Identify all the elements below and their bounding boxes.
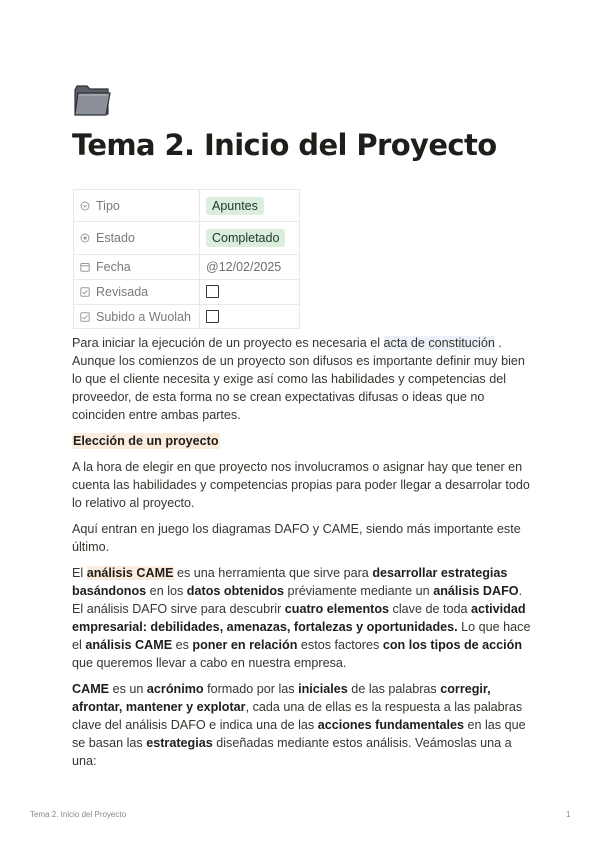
page-content	[72, 334, 532, 778]
bold-run: datos obtenidos	[186, 584, 285, 598]
paragraph-came-acronimo	[72, 680, 532, 770]
text-run: . El análisis DAFO sirve para descubrir	[72, 584, 523, 616]
text-run: es una herramienta que sirve para	[173, 566, 373, 580]
select-icon	[80, 201, 90, 211]
text-run: , cada una de ellas es la respuesta a las palabras clave del análisis DAFO e indica una de las	[72, 700, 523, 732]
property-key	[74, 305, 200, 329]
folder-icon	[72, 78, 114, 120]
paragraph-elegir: A la hora de elegir en que proyecto nos involucramos o asignar hay que tener en cuenta las habilidades y competencias propias para poder llegar a desarrolar todo lo relativo al proyecto.	[72, 460, 530, 510]
bold-run: poner en relación	[192, 638, 298, 652]
text-run: en los	[146, 584, 187, 598]
property-label: Fecha	[96, 260, 131, 274]
bold-run: corregir, afrontar, mantener y explotar	[72, 682, 491, 714]
heading-eleccion	[72, 432, 532, 450]
property-label: Estado	[96, 231, 135, 245]
property-key	[74, 280, 200, 305]
text-run: .	[494, 336, 502, 350]
checkbox-icon	[80, 287, 90, 297]
properties-table	[73, 189, 300, 329]
property-label: Tipo	[96, 198, 120, 213]
text-run: clave de toda	[389, 602, 471, 616]
property-value[interactable]	[200, 280, 300, 305]
calendar-icon	[80, 262, 90, 272]
status-icon	[80, 233, 90, 243]
text-run: en las que se basan las	[72, 718, 526, 750]
bold-run: acciones fundamentales	[317, 718, 464, 732]
text-run: es un	[109, 682, 147, 696]
bold-run: iniciales	[298, 682, 348, 696]
paragraph-intro	[72, 334, 532, 424]
paragraph-dafo-came: Aquí entran en juego los diagramas DAFO y CAME, siendo más importante este último.	[72, 522, 521, 554]
bold-run: análisis DAFO	[433, 584, 519, 598]
bold-run: acrónimo	[146, 682, 204, 696]
paragraph-analisis-came	[72, 564, 532, 672]
footer-page-number: 1	[566, 810, 571, 819]
text-run: Para iniciar la ejecución de un proyecto es necesaria el	[72, 336, 384, 350]
text-run: de las palabras	[347, 682, 441, 696]
heading-text: Elección de un proyecto	[73, 434, 219, 448]
bold-run: CAME	[72, 682, 110, 696]
property-value[interactable]	[200, 190, 300, 222]
bold-run: cuatro elementos	[284, 602, 390, 616]
text-run: es	[172, 638, 193, 652]
bold-run: actividad empresarial: debilidades, amenazas, fortalezas y oportunidades.	[72, 602, 526, 634]
property-row-estado[interactable]	[74, 222, 300, 255]
property-key	[74, 190, 200, 222]
property-label: Subido a Wuolah	[96, 309, 191, 324]
subido-checkbox[interactable]	[206, 310, 219, 323]
text-run: El	[72, 566, 87, 580]
tag-badge: Apuntes	[206, 197, 264, 215]
property-key	[74, 255, 200, 280]
text-run: Lo que hace el	[72, 620, 531, 652]
property-value[interactable]	[200, 305, 300, 329]
text-run: Aunque los comienzos de un proyecto son difusos es importante definir muy bien lo que el cliente necesita y exige así como las habilidades y competencias del proveedor, de esta forma no se crean expectativas difusas o ideas que no coinciden entre ambas partes.	[72, 354, 525, 422]
revisada-checkbox[interactable]	[206, 285, 219, 298]
bold-run: desarrollar estrategias basándonos	[72, 566, 508, 598]
property-label: Revisada	[96, 285, 149, 299]
bold-run: estrategias	[146, 736, 213, 750]
acta-link[interactable]: acta de constitución	[383, 336, 495, 350]
status-badge: Completado	[206, 229, 285, 247]
property-row-revisada[interactable]	[74, 280, 300, 305]
text-run: préviamente mediante un	[284, 584, 434, 598]
text-run: formado por las	[203, 682, 299, 696]
footer-title: Tema 2. Inicio del Proyecto	[30, 810, 127, 819]
bold-run: análisis CAME	[86, 566, 174, 580]
property-row-subido[interactable]	[74, 305, 300, 329]
text-run: estos factores	[297, 638, 383, 652]
text-run: diseñadas mediante estos análisis. Veámoslas una a una:	[72, 736, 512, 768]
date-value: @12/02/2025	[206, 260, 282, 274]
bold-run: análisis CAME	[85, 638, 173, 652]
property-value[interactable]	[200, 255, 300, 280]
property-key	[74, 222, 200, 255]
text-run: que queremos llevar a cabo en nuestra empresa.	[72, 656, 347, 670]
property-value[interactable]	[200, 222, 300, 255]
bold-run: con los tipos de acción	[382, 638, 523, 652]
property-row-fecha[interactable]	[74, 255, 300, 280]
page-title: Tema 2. Inicio del Proyecto	[72, 128, 497, 162]
checkbox-icon	[80, 312, 90, 322]
property-row-tipo[interactable]	[74, 190, 300, 222]
